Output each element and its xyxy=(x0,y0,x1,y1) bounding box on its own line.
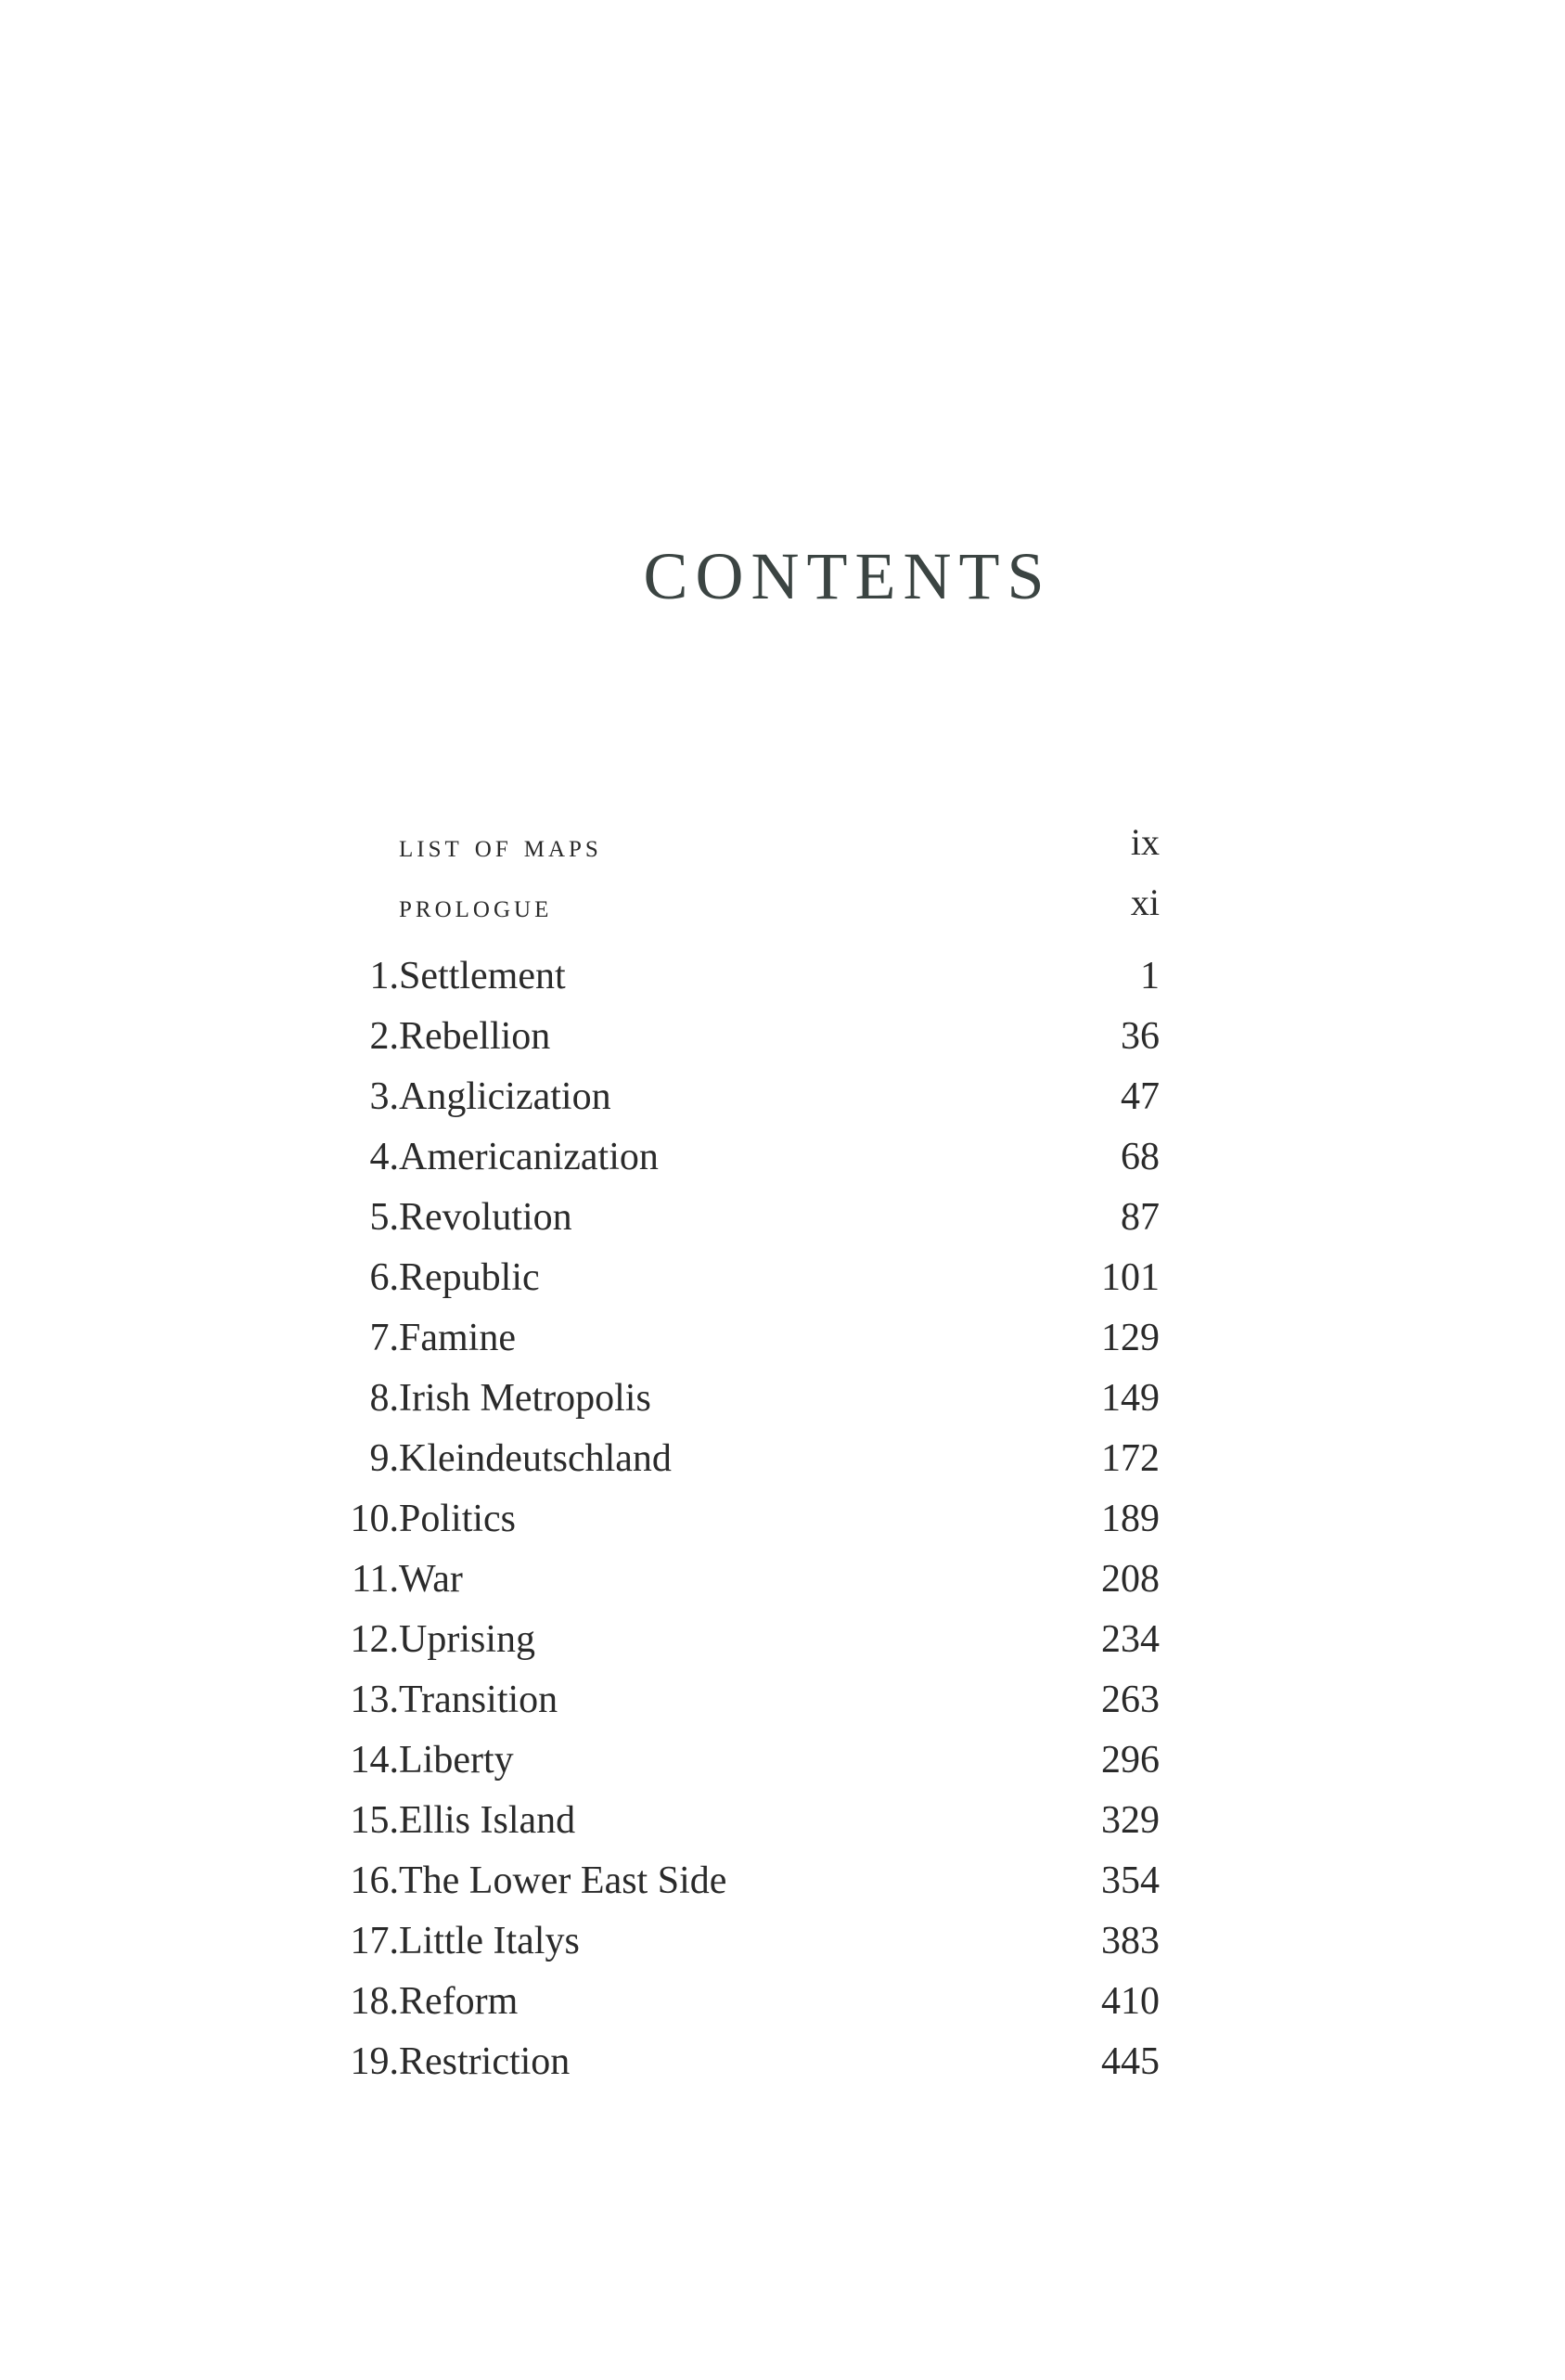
chapter-item xyxy=(306,1678,1160,1738)
chapter-page: 149 xyxy=(1101,1377,1160,1420)
front-matter-item xyxy=(306,817,1160,877)
chapter-title: Ellis Island xyxy=(399,1799,576,1842)
chapter-item xyxy=(306,1195,1160,1255)
chapter-page: 329 xyxy=(1101,1799,1160,1842)
chapter-title: Kleindeutschland xyxy=(399,1437,672,1480)
chapter-page: 263 xyxy=(1101,1679,1160,1721)
front-matter-page: ix xyxy=(1130,821,1160,863)
chapter-page: 296 xyxy=(1101,1739,1160,1782)
chapter-number: 2. xyxy=(369,1015,399,1058)
chapter-number: 14. xyxy=(350,1739,399,1782)
chapter-number: 3. xyxy=(369,1075,399,1118)
chapter-number: 17. xyxy=(350,1920,399,1962)
chapter-item xyxy=(306,1617,1160,1678)
chapter-page: 189 xyxy=(1101,1498,1160,1540)
chapter-page: 129 xyxy=(1101,1317,1160,1359)
chapter-item xyxy=(306,1316,1160,1376)
chapter-title: Anglicization xyxy=(399,1075,611,1118)
chapter-page: 68 xyxy=(1121,1136,1160,1178)
chapter-item xyxy=(306,1135,1160,1195)
chapter-list xyxy=(306,954,1160,2100)
chapter-number: 12. xyxy=(350,1618,399,1661)
chapter-number: 8. xyxy=(369,1377,399,1420)
chapter-number: 7. xyxy=(369,1317,399,1359)
chapter-item xyxy=(306,1014,1160,1074)
chapter-page: 1 xyxy=(1140,955,1160,997)
chapter-title: Uprising xyxy=(399,1618,535,1661)
chapter-title: Rebellion xyxy=(399,1015,551,1058)
chapter-number: 10. xyxy=(350,1498,399,1540)
chapter-item xyxy=(306,954,1160,1014)
page-title: CONTENTS xyxy=(643,539,1052,613)
chapter-number: 16. xyxy=(350,1859,399,1902)
chapter-page: 36 xyxy=(1121,1015,1160,1058)
chapter-title: Revolution xyxy=(399,1196,572,1239)
chapter-number: 9. xyxy=(369,1437,399,1480)
chapter-page: 383 xyxy=(1101,1920,1160,1962)
chapter-item xyxy=(306,1497,1160,1557)
chapter-item xyxy=(306,1074,1160,1135)
chapter-page: 172 xyxy=(1101,1437,1160,1480)
chapter-page: 101 xyxy=(1101,1256,1160,1299)
chapter-title: Restriction xyxy=(399,2040,571,2083)
chapter-page: 87 xyxy=(1121,1196,1160,1239)
chapter-title: Famine xyxy=(399,1317,516,1359)
chapter-page: 445 xyxy=(1101,2040,1160,2083)
chapter-title: Irish Metropolis xyxy=(399,1377,651,1420)
chapter-title: Reform xyxy=(399,1980,519,2023)
chapter-number: 18. xyxy=(350,1980,399,2023)
chapter-number: 13. xyxy=(350,1679,399,1721)
chapter-item xyxy=(306,1979,1160,2039)
chapter-item xyxy=(306,1376,1160,1436)
chapter-page: 354 xyxy=(1101,1859,1160,1902)
chapter-number: 11. xyxy=(352,1558,399,1601)
chapter-title: Americanization xyxy=(399,1136,659,1178)
chapter-title: Politics xyxy=(399,1498,517,1540)
chapter-item xyxy=(306,1859,1160,1919)
chapter-number: 19. xyxy=(350,2040,399,2083)
table-of-contents xyxy=(306,817,1160,2100)
chapter-page: 208 xyxy=(1101,1558,1160,1601)
chapter-number: 5. xyxy=(369,1196,399,1239)
chapter-title: Republic xyxy=(399,1256,540,1299)
chapter-title: Settlement xyxy=(399,955,566,997)
chapter-item xyxy=(306,2039,1160,2100)
chapter-page: 234 xyxy=(1101,1618,1160,1661)
chapter-title: The Lower East Side xyxy=(399,1859,727,1902)
chapter-number: 4. xyxy=(369,1136,399,1178)
front-matter-label: list of maps xyxy=(399,827,602,864)
chapter-number: 6. xyxy=(369,1256,399,1299)
chapter-number: 15. xyxy=(350,1799,399,1842)
chapter-page: 410 xyxy=(1101,1980,1160,2023)
chapter-title: War xyxy=(399,1558,463,1601)
front-matter-item xyxy=(306,877,1160,937)
chapter-item xyxy=(306,1255,1160,1316)
chapter-item xyxy=(306,1557,1160,1617)
chapter-title: Little Italys xyxy=(399,1920,580,1962)
chapter-page: 47 xyxy=(1121,1075,1160,1118)
chapter-item xyxy=(306,1919,1160,1979)
chapter-title: Liberty xyxy=(399,1739,514,1782)
chapter-number: 1. xyxy=(369,955,399,997)
chapter-item xyxy=(306,1738,1160,1798)
chapter-item xyxy=(306,1436,1160,1497)
front-matter-page: xi xyxy=(1130,881,1160,923)
front-matter-label: prologue xyxy=(399,887,553,924)
chapter-item xyxy=(306,1798,1160,1859)
front-matter-list xyxy=(306,817,1160,937)
chapter-title: Transition xyxy=(399,1679,558,1721)
